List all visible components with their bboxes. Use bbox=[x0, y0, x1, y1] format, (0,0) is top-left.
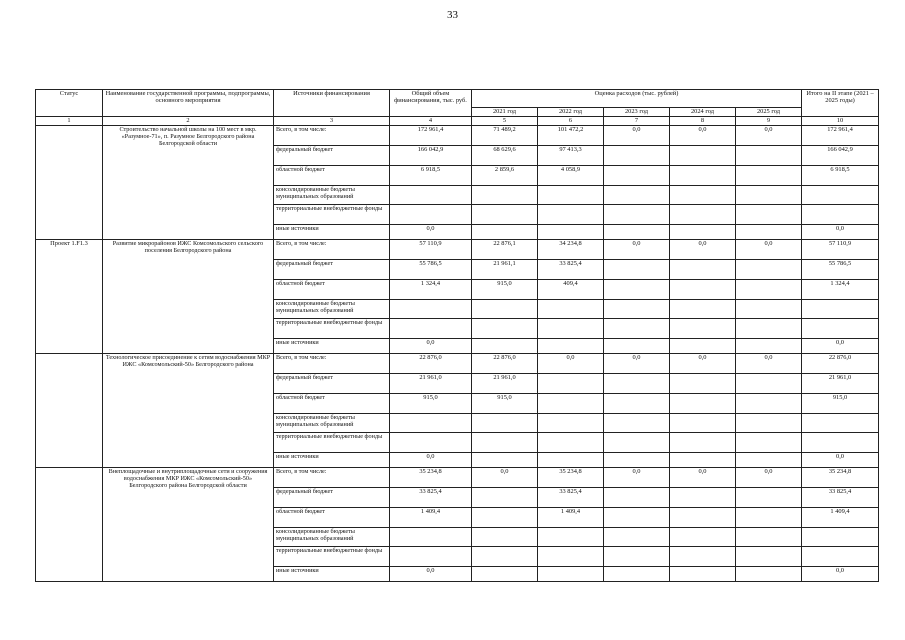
amount-cell: 0,0 bbox=[390, 225, 472, 240]
amount-cell: 55 786,5 bbox=[802, 260, 879, 280]
funding-source-cell: Всего, в том числе: bbox=[274, 240, 390, 260]
activity-name-cell: Развитие микрорайонов ИЖС Комсомольского сельского поселения Белгородского района bbox=[103, 240, 274, 354]
amount-cell: 0,0 bbox=[604, 240, 670, 260]
amount-cell bbox=[472, 300, 538, 319]
amount-cell: 33 825,4 bbox=[538, 488, 604, 508]
funding-source-cell: Всего, в том числе: bbox=[274, 468, 390, 488]
amount-cell: 68 629,6 bbox=[472, 146, 538, 166]
amount-cell bbox=[604, 225, 670, 240]
column-number: 10 bbox=[802, 117, 879, 126]
amount-cell bbox=[472, 488, 538, 508]
amount-cell bbox=[736, 225, 802, 240]
amount-cell bbox=[670, 339, 736, 354]
amount-cell: 0,0 bbox=[604, 468, 670, 488]
activity-name-cell: Технологическое присоединение к сетям водоснабжения МКР ИЖС «Комсомольский-50» Белгородского района bbox=[103, 354, 274, 468]
amount-cell: 1 409,4 bbox=[802, 508, 879, 528]
amount-cell bbox=[472, 319, 538, 339]
funding-source-cell: территориальные внебюджетные фонды bbox=[274, 319, 390, 339]
amount-cell bbox=[736, 205, 802, 225]
amount-cell bbox=[736, 374, 802, 394]
amount-cell: 33 825,4 bbox=[538, 260, 604, 280]
amount-cell: 34 234,8 bbox=[538, 240, 604, 260]
amount-cell bbox=[472, 225, 538, 240]
amount-cell: 0,0 bbox=[604, 126, 670, 146]
funding-source-cell: консолидированные бюджеты муниципальных образований bbox=[274, 528, 390, 547]
amount-cell: 915,0 bbox=[472, 394, 538, 414]
header-total-volume: Общий объем финансирования, тыс. руб. bbox=[390, 90, 472, 117]
amount-cell: 0,0 bbox=[390, 339, 472, 354]
table-body bbox=[36, 126, 879, 582]
amount-cell bbox=[604, 547, 670, 567]
column-number: 8 bbox=[670, 117, 736, 126]
funding-source-cell: областной бюджет bbox=[274, 166, 390, 186]
amount-cell bbox=[604, 166, 670, 186]
amount-cell bbox=[670, 300, 736, 319]
amount-cell bbox=[670, 488, 736, 508]
column-number: 2 bbox=[103, 117, 274, 126]
amount-cell bbox=[670, 567, 736, 582]
amount-cell bbox=[670, 205, 736, 225]
amount-cell: 0,0 bbox=[538, 354, 604, 374]
column-number: 6 bbox=[538, 117, 604, 126]
amount-cell bbox=[538, 186, 604, 205]
amount-cell: 4 058,9 bbox=[538, 166, 604, 186]
amount-cell bbox=[390, 205, 472, 225]
amount-cell: 915,0 bbox=[472, 280, 538, 300]
amount-cell bbox=[736, 567, 802, 582]
amount-cell: 6 918,5 bbox=[802, 166, 879, 186]
amount-cell bbox=[538, 339, 604, 354]
amount-cell bbox=[472, 528, 538, 547]
amount-cell bbox=[604, 374, 670, 394]
amount-cell: 97 413,3 bbox=[538, 146, 604, 166]
amount-cell bbox=[604, 260, 670, 280]
header-year: 2024 год bbox=[670, 108, 736, 117]
amount-cell bbox=[604, 433, 670, 453]
amount-cell: 1 324,4 bbox=[390, 280, 472, 300]
amount-cell: 101 472,2 bbox=[538, 126, 604, 146]
amount-cell: 172 961,4 bbox=[390, 126, 472, 146]
amount-cell bbox=[604, 205, 670, 225]
amount-cell bbox=[538, 547, 604, 567]
amount-cell: 0,0 bbox=[736, 354, 802, 374]
amount-cell: 1 409,4 bbox=[538, 508, 604, 528]
amount-cell bbox=[736, 260, 802, 280]
table-row bbox=[36, 354, 879, 374]
amount-cell: 0,0 bbox=[472, 468, 538, 488]
status-cell bbox=[36, 354, 103, 468]
amount-cell bbox=[670, 528, 736, 547]
amount-cell bbox=[736, 319, 802, 339]
amount-cell bbox=[670, 547, 736, 567]
amount-cell bbox=[670, 260, 736, 280]
amount-cell bbox=[538, 528, 604, 547]
amount-cell: 0,0 bbox=[736, 468, 802, 488]
amount-cell bbox=[538, 319, 604, 339]
amount-cell: 0,0 bbox=[604, 354, 670, 374]
amount-cell bbox=[472, 414, 538, 433]
amount-cell bbox=[736, 300, 802, 319]
amount-cell bbox=[604, 300, 670, 319]
amount-cell bbox=[736, 394, 802, 414]
amount-cell bbox=[472, 339, 538, 354]
amount-cell: 22 876,0 bbox=[802, 354, 879, 374]
funding-source-cell: территориальные внебюджетные фонды bbox=[274, 547, 390, 567]
amount-cell: 166 042,9 bbox=[390, 146, 472, 166]
column-number: 3 bbox=[274, 117, 390, 126]
header-status: Статус bbox=[36, 90, 103, 117]
amount-cell bbox=[670, 508, 736, 528]
amount-cell: 172 961,4 bbox=[802, 126, 879, 146]
amount-cell: 0,0 bbox=[736, 240, 802, 260]
amount-cell: 0,0 bbox=[670, 468, 736, 488]
amount-cell: 57 110,9 bbox=[802, 240, 879, 260]
amount-cell bbox=[604, 186, 670, 205]
amount-cell bbox=[472, 205, 538, 225]
amount-cell: 33 825,4 bbox=[802, 488, 879, 508]
funding-source-cell: консолидированные бюджеты муниципальных образований bbox=[274, 186, 390, 205]
funding-source-cell: федеральный бюджет bbox=[274, 260, 390, 280]
table-row bbox=[36, 240, 879, 260]
amount-cell bbox=[736, 146, 802, 166]
amount-cell: 0,0 bbox=[670, 240, 736, 260]
amount-cell bbox=[802, 414, 879, 433]
amount-cell: 71 489,2 bbox=[472, 126, 538, 146]
amount-cell bbox=[736, 433, 802, 453]
amount-cell bbox=[802, 528, 879, 547]
amount-cell: 0,0 bbox=[802, 225, 879, 240]
amount-cell: 0,0 bbox=[802, 567, 879, 582]
table-row bbox=[36, 468, 879, 488]
amount-cell: 1 324,4 bbox=[802, 280, 879, 300]
amount-cell: 0,0 bbox=[802, 453, 879, 468]
amount-cell bbox=[802, 300, 879, 319]
amount-cell: 21 961,0 bbox=[472, 374, 538, 394]
amount-cell: 915,0 bbox=[802, 394, 879, 414]
status-cell bbox=[36, 126, 103, 240]
funding-source-cell: территориальные внебюджетные фонды bbox=[274, 433, 390, 453]
amount-cell bbox=[538, 453, 604, 468]
funding-source-cell: консолидированные бюджеты муниципальных образований bbox=[274, 300, 390, 319]
amount-cell bbox=[670, 146, 736, 166]
amount-cell: 166 042,9 bbox=[802, 146, 879, 166]
column-number: 7 bbox=[604, 117, 670, 126]
amount-cell: 22 876,0 bbox=[472, 354, 538, 374]
column-number: 4 bbox=[390, 117, 472, 126]
amount-cell bbox=[604, 528, 670, 547]
table-row bbox=[36, 126, 879, 146]
amount-cell bbox=[736, 488, 802, 508]
budget-table bbox=[35, 89, 879, 582]
amount-cell bbox=[390, 433, 472, 453]
amount-cell: 33 825,4 bbox=[390, 488, 472, 508]
column-number: 1 bbox=[36, 117, 103, 126]
amount-cell: 0,0 bbox=[736, 126, 802, 146]
amount-cell bbox=[802, 319, 879, 339]
amount-cell: 0,0 bbox=[802, 339, 879, 354]
column-number: 5 bbox=[472, 117, 538, 126]
amount-cell bbox=[604, 508, 670, 528]
amount-cell: 57 110,9 bbox=[390, 240, 472, 260]
funding-source-cell: иные источники bbox=[274, 339, 390, 354]
amount-cell bbox=[802, 433, 879, 453]
amount-cell: 21 961,1 bbox=[472, 260, 538, 280]
amount-cell bbox=[670, 166, 736, 186]
amount-cell: 0,0 bbox=[670, 354, 736, 374]
amount-cell: 6 918,5 bbox=[390, 166, 472, 186]
amount-cell bbox=[390, 186, 472, 205]
funding-source-cell: консолидированные бюджеты муниципальных образований bbox=[274, 414, 390, 433]
amount-cell: 35 234,8 bbox=[802, 468, 879, 488]
amount-cell bbox=[604, 280, 670, 300]
amount-cell bbox=[604, 453, 670, 468]
header-name: Наименование государственной программы, подпрограммы, основного мероприятия bbox=[103, 90, 274, 117]
amount-cell: 22 876,1 bbox=[472, 240, 538, 260]
amount-cell bbox=[736, 339, 802, 354]
amount-cell bbox=[604, 319, 670, 339]
amount-cell bbox=[670, 319, 736, 339]
amount-cell bbox=[604, 146, 670, 166]
amount-cell bbox=[670, 186, 736, 205]
amount-cell bbox=[670, 414, 736, 433]
amount-cell bbox=[604, 339, 670, 354]
amount-cell: 21 961,0 bbox=[390, 374, 472, 394]
column-number-row bbox=[36, 117, 879, 126]
funding-source-cell: Всего, в том числе: bbox=[274, 354, 390, 374]
amount-cell bbox=[736, 547, 802, 567]
amount-cell bbox=[390, 319, 472, 339]
header-year: 2025 год bbox=[736, 108, 802, 117]
amount-cell bbox=[472, 567, 538, 582]
amount-cell bbox=[390, 300, 472, 319]
amount-cell bbox=[472, 547, 538, 567]
funding-source-cell: федеральный бюджет bbox=[274, 374, 390, 394]
amount-cell bbox=[736, 414, 802, 433]
amount-cell bbox=[538, 225, 604, 240]
amount-cell bbox=[472, 186, 538, 205]
page-number: 33 bbox=[447, 9, 458, 21]
amount-cell bbox=[670, 453, 736, 468]
amount-cell bbox=[604, 414, 670, 433]
funding-source-cell: областной бюджет bbox=[274, 394, 390, 414]
amount-cell bbox=[802, 186, 879, 205]
amount-cell: 22 876,0 bbox=[390, 354, 472, 374]
amount-cell bbox=[736, 453, 802, 468]
amount-cell: 0,0 bbox=[390, 567, 472, 582]
header-stage-total: Итого на II этапе (2021 – 2025 годы) bbox=[802, 90, 879, 117]
amount-cell bbox=[670, 433, 736, 453]
amount-cell bbox=[472, 453, 538, 468]
status-cell bbox=[36, 468, 103, 582]
amount-cell bbox=[538, 394, 604, 414]
amount-cell bbox=[538, 414, 604, 433]
column-number: 9 bbox=[736, 117, 802, 126]
amount-cell: 21 961,0 bbox=[802, 374, 879, 394]
amount-cell bbox=[736, 166, 802, 186]
amount-cell bbox=[736, 528, 802, 547]
header-year: 2023 год bbox=[604, 108, 670, 117]
amount-cell bbox=[390, 547, 472, 567]
amount-cell bbox=[670, 280, 736, 300]
funding-source-cell: иные источники bbox=[274, 567, 390, 582]
amount-cell bbox=[604, 488, 670, 508]
amount-cell bbox=[604, 394, 670, 414]
amount-cell bbox=[736, 280, 802, 300]
funding-source-cell: иные источники bbox=[274, 453, 390, 468]
funding-source-cell: областной бюджет bbox=[274, 280, 390, 300]
amount-cell bbox=[670, 394, 736, 414]
header-year: 2022 год bbox=[538, 108, 604, 117]
amount-cell: 409,4 bbox=[538, 280, 604, 300]
funding-source-cell: иные источники bbox=[274, 225, 390, 240]
amount-cell bbox=[538, 205, 604, 225]
amount-cell: 0,0 bbox=[670, 126, 736, 146]
funding-source-cell: областной бюджет bbox=[274, 508, 390, 528]
amount-cell bbox=[472, 433, 538, 453]
funding-source-cell: федеральный бюджет bbox=[274, 488, 390, 508]
amount-cell bbox=[390, 528, 472, 547]
status-cell: Проект 1.F1.3 bbox=[36, 240, 103, 354]
header-year: 2021 год bbox=[472, 108, 538, 117]
funding-source-cell: Всего, в том числе: bbox=[274, 126, 390, 146]
amount-cell bbox=[538, 433, 604, 453]
amount-cell bbox=[670, 374, 736, 394]
amount-cell: 35 234,8 bbox=[390, 468, 472, 488]
amount-cell bbox=[538, 300, 604, 319]
activity-name-cell: Внеплощадочные и внутриплощадочные сети и сооружения водоснабжения МКР ИЖС «Комсомольский-50» Белгородского района Белгородской области bbox=[103, 468, 274, 582]
funding-source-cell: федеральный бюджет bbox=[274, 146, 390, 166]
header-sources: Источники финансирования bbox=[274, 90, 390, 117]
amount-cell bbox=[390, 414, 472, 433]
amount-cell bbox=[736, 508, 802, 528]
amount-cell bbox=[472, 508, 538, 528]
activity-name-cell: Строительство начальной школы на 100 мест в мкр. «Разумное-71», п. Разумное Белгородского района Белгородской области bbox=[103, 126, 274, 240]
header-estimate: Оценка расходов (тыс. рублей) bbox=[472, 90, 802, 108]
amount-cell bbox=[802, 547, 879, 567]
amount-cell: 915,0 bbox=[390, 394, 472, 414]
amount-cell: 0,0 bbox=[390, 453, 472, 468]
amount-cell: 35 234,8 bbox=[538, 468, 604, 488]
amount-cell bbox=[802, 205, 879, 225]
amount-cell bbox=[538, 567, 604, 582]
amount-cell bbox=[604, 567, 670, 582]
amount-cell bbox=[538, 374, 604, 394]
amount-cell: 1 409,4 bbox=[390, 508, 472, 528]
amount-cell bbox=[670, 225, 736, 240]
funding-source-cell: территориальные внебюджетные фонды bbox=[274, 205, 390, 225]
amount-cell bbox=[736, 186, 802, 205]
amount-cell: 2 859,6 bbox=[472, 166, 538, 186]
amount-cell: 55 786,5 bbox=[390, 260, 472, 280]
